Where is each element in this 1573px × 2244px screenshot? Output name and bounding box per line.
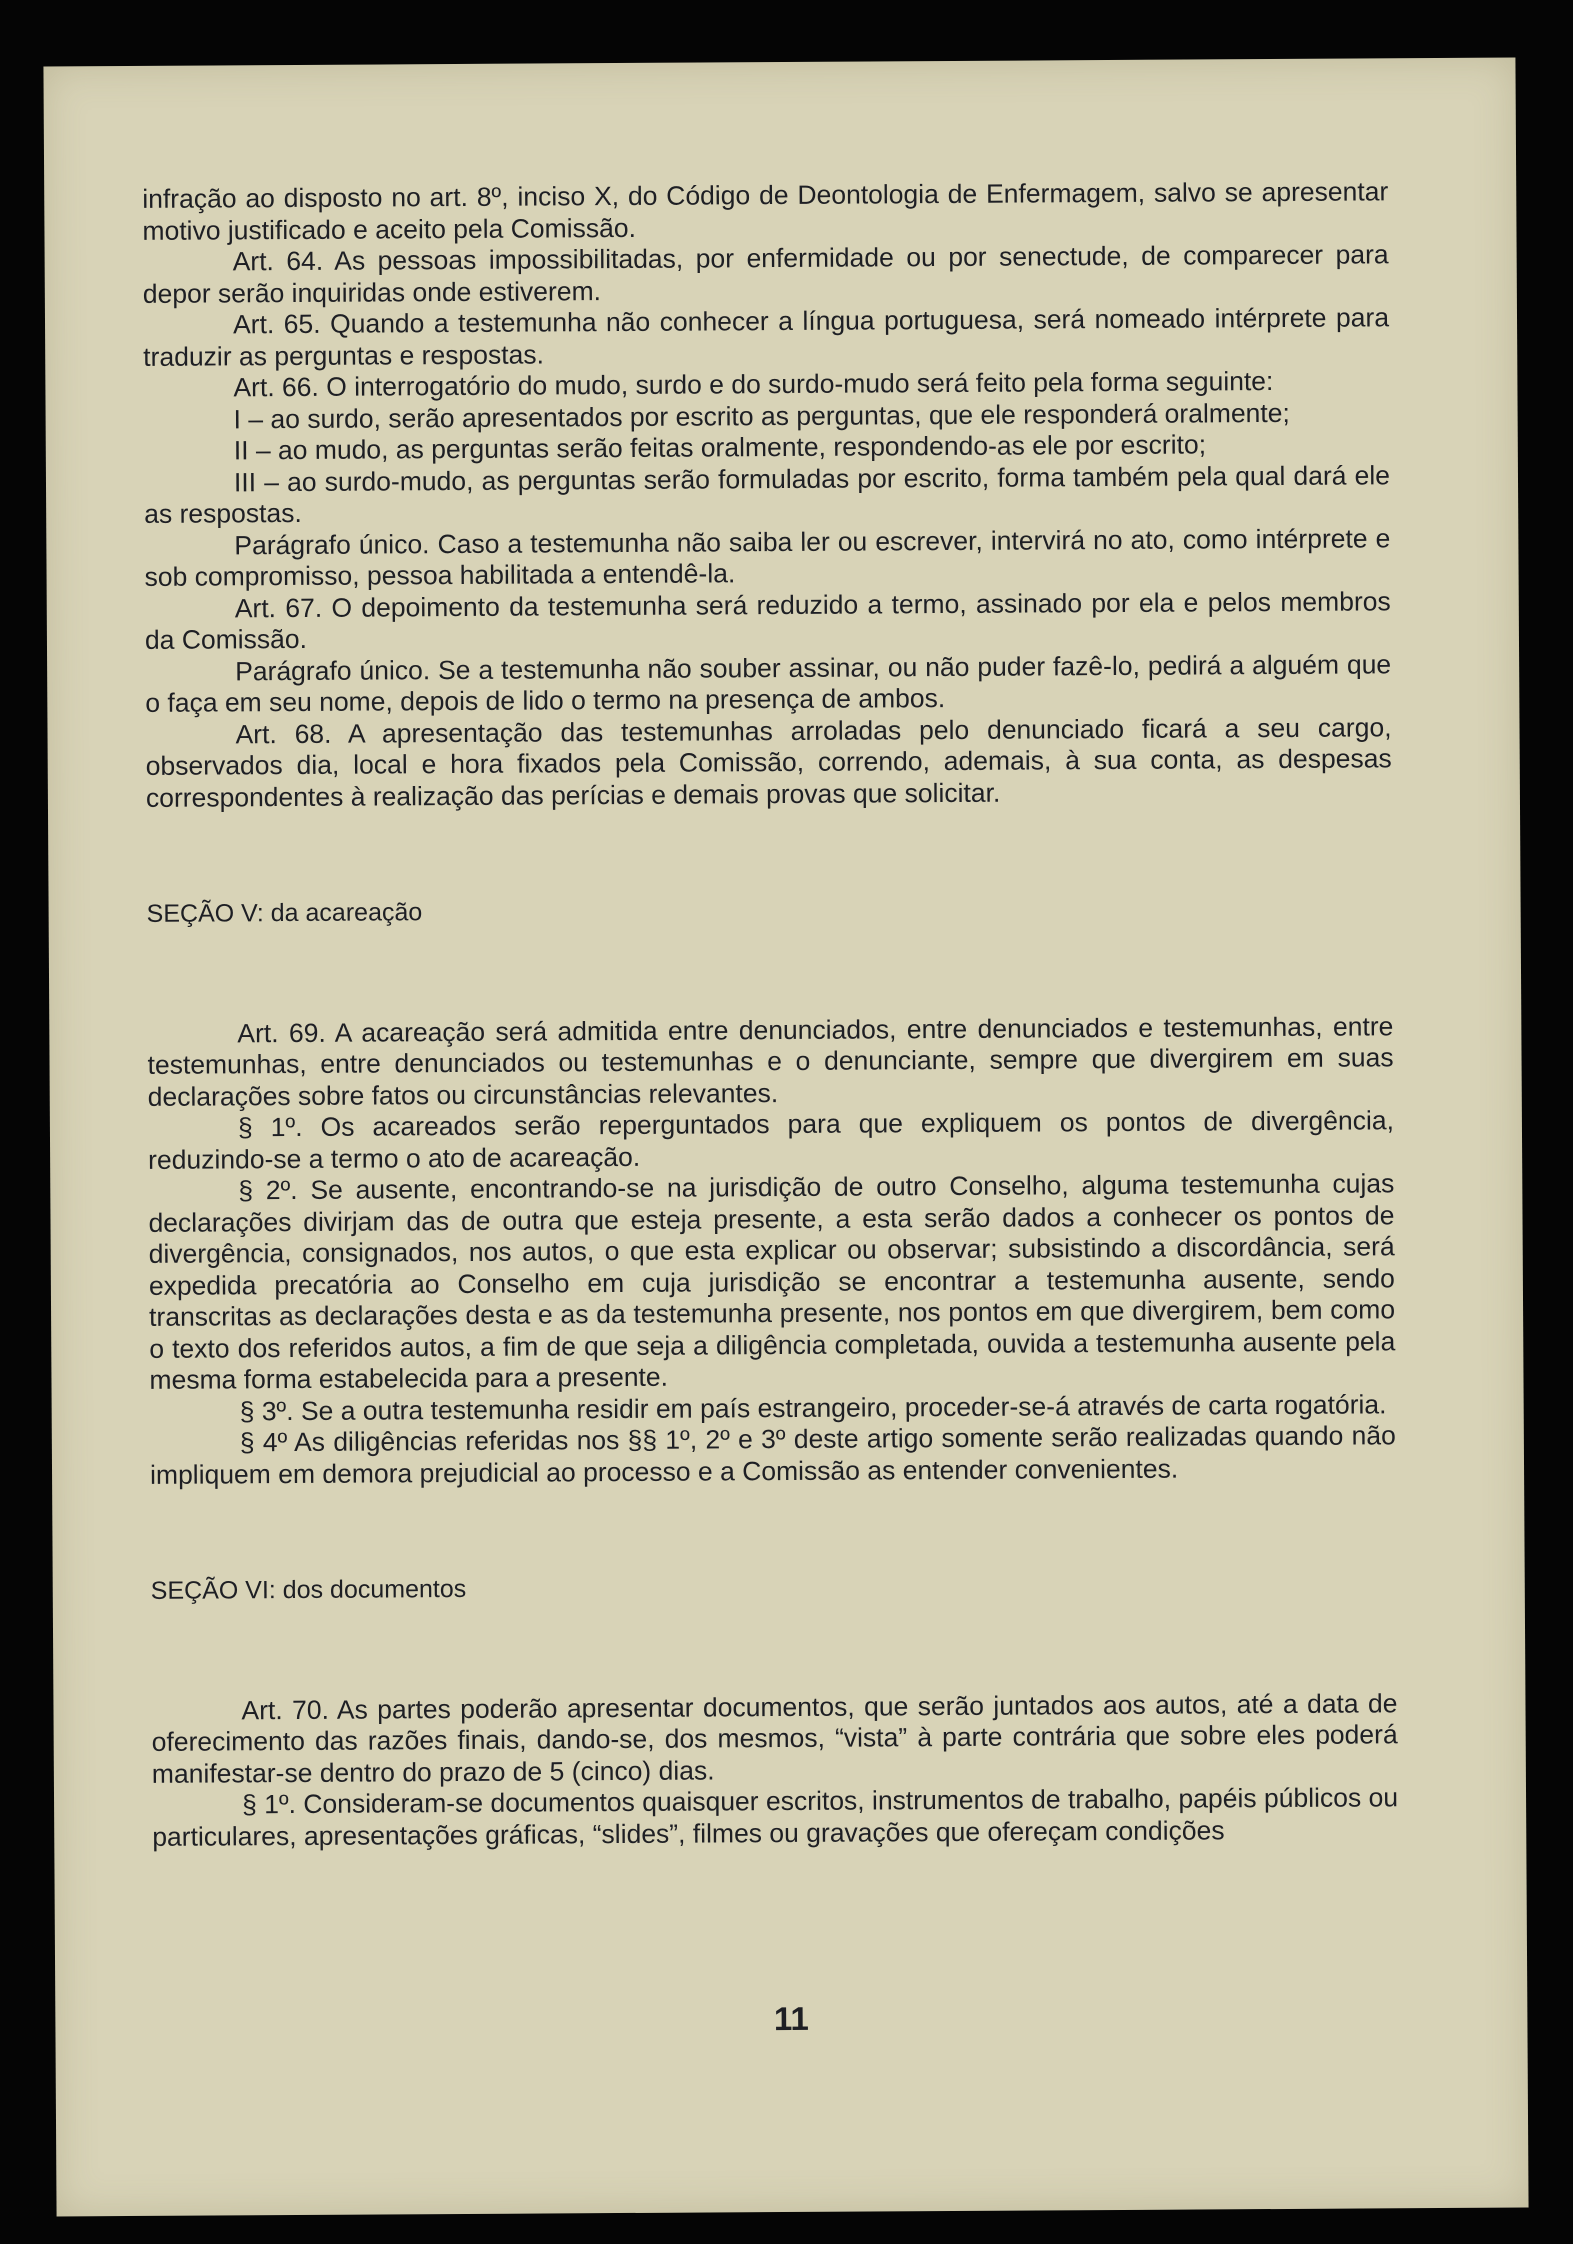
page-body xyxy=(142,176,1398,1853)
paragraph-art-66: Art. 66. O interrogatório do mudo, surdo e do surdo-mudo será feito pela forma seguinte: xyxy=(233,366,1274,403)
paragraph-art-70-par-1: § 1º. Consideram-se documentos quaisquer escritos, instrumentos de trabalho, papéis públicos ou particulares, apresentações gráficas, “slides”, filmes ou gravações que ofereçam condições xyxy=(152,1782,1399,1852)
list-item-i: I – ao surdo, serão apresentados por escrito as perguntas, que ele responderá oralmente; xyxy=(233,397,1290,434)
list-item-ii: II – ao mudo, as perguntas serão feitas oralmente, respondendo-as ele por escrito; xyxy=(233,429,1207,466)
paragraph-art-66-unique: Parágrafo único. Caso a testemunha não saiba ler ou escrever, intervirá no ato, como intérprete e sob compromisso, pessoa habilitada a entendê-la. xyxy=(144,522,1391,592)
list-item-iii: III – ao surdo-mudo, as perguntas serão formuladas por escrito, forma também pela qual dará ele as respostas. xyxy=(144,459,1391,529)
paragraph-art-65: Art. 65. Quando a testemunha não conhecer a língua portuguesa, será nomeado intérprete para traduzir as perguntas e respostas. xyxy=(143,302,1390,372)
page-number: 11 xyxy=(773,1999,809,2038)
paragraph-art-68: Art. 68. A apresentação das testemunhas arroladas pelo denunciado ficará a seu cargo, observados dia, local e hora fixados pela Comissão, correndo, ademais, à sua conta, as despesas correspondentes à realização das perícias e demais provas que solicitar. xyxy=(145,711,1392,813)
section-vi-heading: SEÇÃO VI: dos documentos xyxy=(150,1574,467,1605)
paragraph-art-67: Art. 67. O depoimento da testemunha será reduzido a termo, assinado por ela e pelos membros da Comissão. xyxy=(144,585,1391,655)
paragraph-art-67-unique: Parágrafo único. Se a testemunha não souber assinar, ou não puder fazê-lo, pedirá a alguém que o faça em seu nome, depois de lido o termo na presença de ambos. xyxy=(145,648,1392,718)
section-v-heading: SEÇÃO V: da acareação xyxy=(146,898,423,928)
paragraph-art-69-par-2: § 2º. Se ausente, encontrando-se na jurisdição de outro Conselho, alguma testemunha cujas declarações divirjam das de outra que esteja presente, a esta serão dados a conhecer os pontos de divergência, consignados, nos autos, o que esta explicar ou observar; subsistindo a discordância, será expedida precatória ao Conselho em cuja jurisdição se encontrar a testemunha ausente, sendo transcritas as declarações desta e as da testemunha presente, nos pontos em que divergirem, bem como o texto dos referidos autos, a fim de que seja a diligência completada, ouvida a testemunha ausente pela mesma forma estabelecida para a presente. xyxy=(148,1168,1396,1395)
document-page xyxy=(43,58,1528,2217)
paragraph-art-69-par-3: § 3º. Se a outra testemunha residir em país estrangeiro, proceder-se-á através de carta rogatória. xyxy=(239,1388,1387,1426)
paragraph-art-69-par-4: § 4º As diligências referidas nos §§ 1º, 2º e 3º deste artigo somente serão realizadas quando não impliquem em demora prejudicial ao processo e a Comissão as entender convenientes. xyxy=(149,1420,1396,1490)
paragraph-art-69-par-1: § 1º. Os acareados serão reperguntados para que expliquem os pontos de divergência, reduzindo-se a termo o ato de acareação. xyxy=(148,1105,1395,1175)
paragraph-continuation: infração ao disposto no art. 8º, inciso X, do Código de Deontologia de Enfermagem, salvo se apresentar motivo justificado e aceito pela Comissão. xyxy=(142,176,1389,246)
paragraph-art-64: Art. 64. As pessoas impossibilitadas, por enfermidade ou por senectude, de comparecer para depor serão inquiridas onde estiverem. xyxy=(142,239,1389,309)
paragraph-art-69: Art. 69. A acareação será admitida entre denunciados, entre denunciados e testemunhas, entre testemunhas, entre denunciados ou testemunhas e o denunciante, sempre que divergirem em suas declarações sobre fatos ou circunstâncias relevantes. xyxy=(147,1010,1394,1112)
paragraph-art-70: Art. 70. As partes poderão apresentar documentos, que serão juntados aos autos, até a data de oferecimento das razões finais, dando-se, dos mesmos, “vista” à parte contrária que sobre eles poderá manifestar-se dentro do prazo de 5 (cinco) dias. xyxy=(151,1687,1398,1789)
